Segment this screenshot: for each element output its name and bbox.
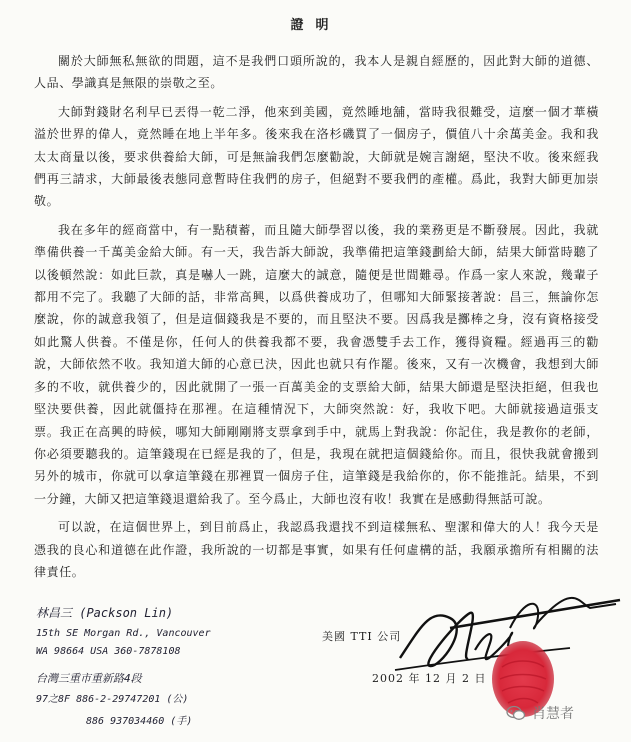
document-body: [34, 50, 599, 583]
document-title: 證明: [290, 18, 341, 33]
document-date: 2002 年 12 月 2 日: [372, 672, 487, 685]
handwritten-phone-mobile: 886 937034460 (手): [86, 716, 193, 727]
paragraph-2: 大師對錢財名利早已丟得一乾二淨，他來到美國，竟然睡地舖，當時我很難受，這麼一個才華橫溢於世界的偉人，竟然睡在地上半年多。後來我在洛杉磯買了一個房子，價值八十余萬美金。我和我太太商量以後，要求供養給大師，可是無論我們怎麼勸說，大師就是婉言謝絕，堅決不收。後來經我們再三請求，大師最後表態同意暫時住我們的房子，但絕對不要我們的產權。爲此，我對大師更加崇敬。: [34, 104, 599, 209]
handwritten-address-line2: WA 98664 USA 360-7878108: [36, 646, 181, 657]
paragraph-3: 我在多年的經商當中，有一點積蓄，而且隨大師學習以後，我的業務更是不斷發展。因此，我就準備供養一千萬美金給大師。有一天，我告訴大師說，我準備把這筆錢劃給大師，結果大師當時聽了以後頓然說：如此巨款，真是嚇人一跳，這麼大的誠意，隨便是世間難尋。作爲一家人來說，幾輩子都用不完了。我聽了大師的話，非常高興，以爲供養成功了，但哪知大師緊接著說：昌三，無論你怎麼說，你的誠意我領了，但是這個錢我是不要的，而且堅決不要。因爲我是擲棒之身，沒有資格接受如此驚人供養。不僅是你，任何人的供養我都不要，我會憑雙手去工作，獲得資糧。經過再三的勸說，大師依然不收。我知道大師的心意已決，因此也就只有作罷。後來，又有一次機會，我想到大師多的不收，就供養少的，因此就開了一張一百萬美金的支票給大師，結果大師還是堅決拒絕，但我也堅決要供養，因此就僵持在那裡。在這種情況下，大師突然說：好，我收下吧。大師就接過這張支票。我正在高興的時候，哪知大師剛剛將支票拿到手中，就馬上對我說：你記住，我是教你的老師，你必須要聽我的。這筆錢現在已經是我的了，但是，我現在就把這個錢給你。而且，很快我就會搬到另外的城市，你就可以拿這筆錢在那裡買一個房子住，這筆錢是我給你的，你不能推託。結果，不到一分鐘，大師又把這筆錢退還給我了。至今爲止，大師也沒有收！我實在是感動得無話可說。: [34, 222, 599, 506]
paragraph-1: 關於大師無私無欲的問題，這不是我們口頭所說的，我本人是親自經歷的，因此對大師的道德、人品、學識真是無限的崇敬之至。: [34, 54, 599, 91]
paragraph-4: 可以說，在這個世界上，到目前爲止，我認爲我還找不到這樣無私、聖潔和偉大的人！我今天是憑我的良心和道德在此作證，我所說的一切都是事實，如果有任何虛構的話，我願承擔所有相關的法律責任。: [34, 520, 599, 579]
company-name: 美國 TTI 公司: [322, 630, 402, 643]
handwritten-taiwan-address: 台灣三重市重新路4段: [36, 672, 142, 685]
wechat-icon: [506, 705, 526, 721]
handwritten-name: 林昌三 (Packson Lin): [36, 606, 174, 620]
handwritten-phone-office: 97之8F 886-2-29747201 (公): [36, 694, 189, 705]
watermark-text: 肖慧者: [532, 706, 574, 722]
handwritten-address-line1: 15th SE Morgan Rd., Vancouver: [36, 628, 211, 639]
watermark: [506, 703, 574, 723]
